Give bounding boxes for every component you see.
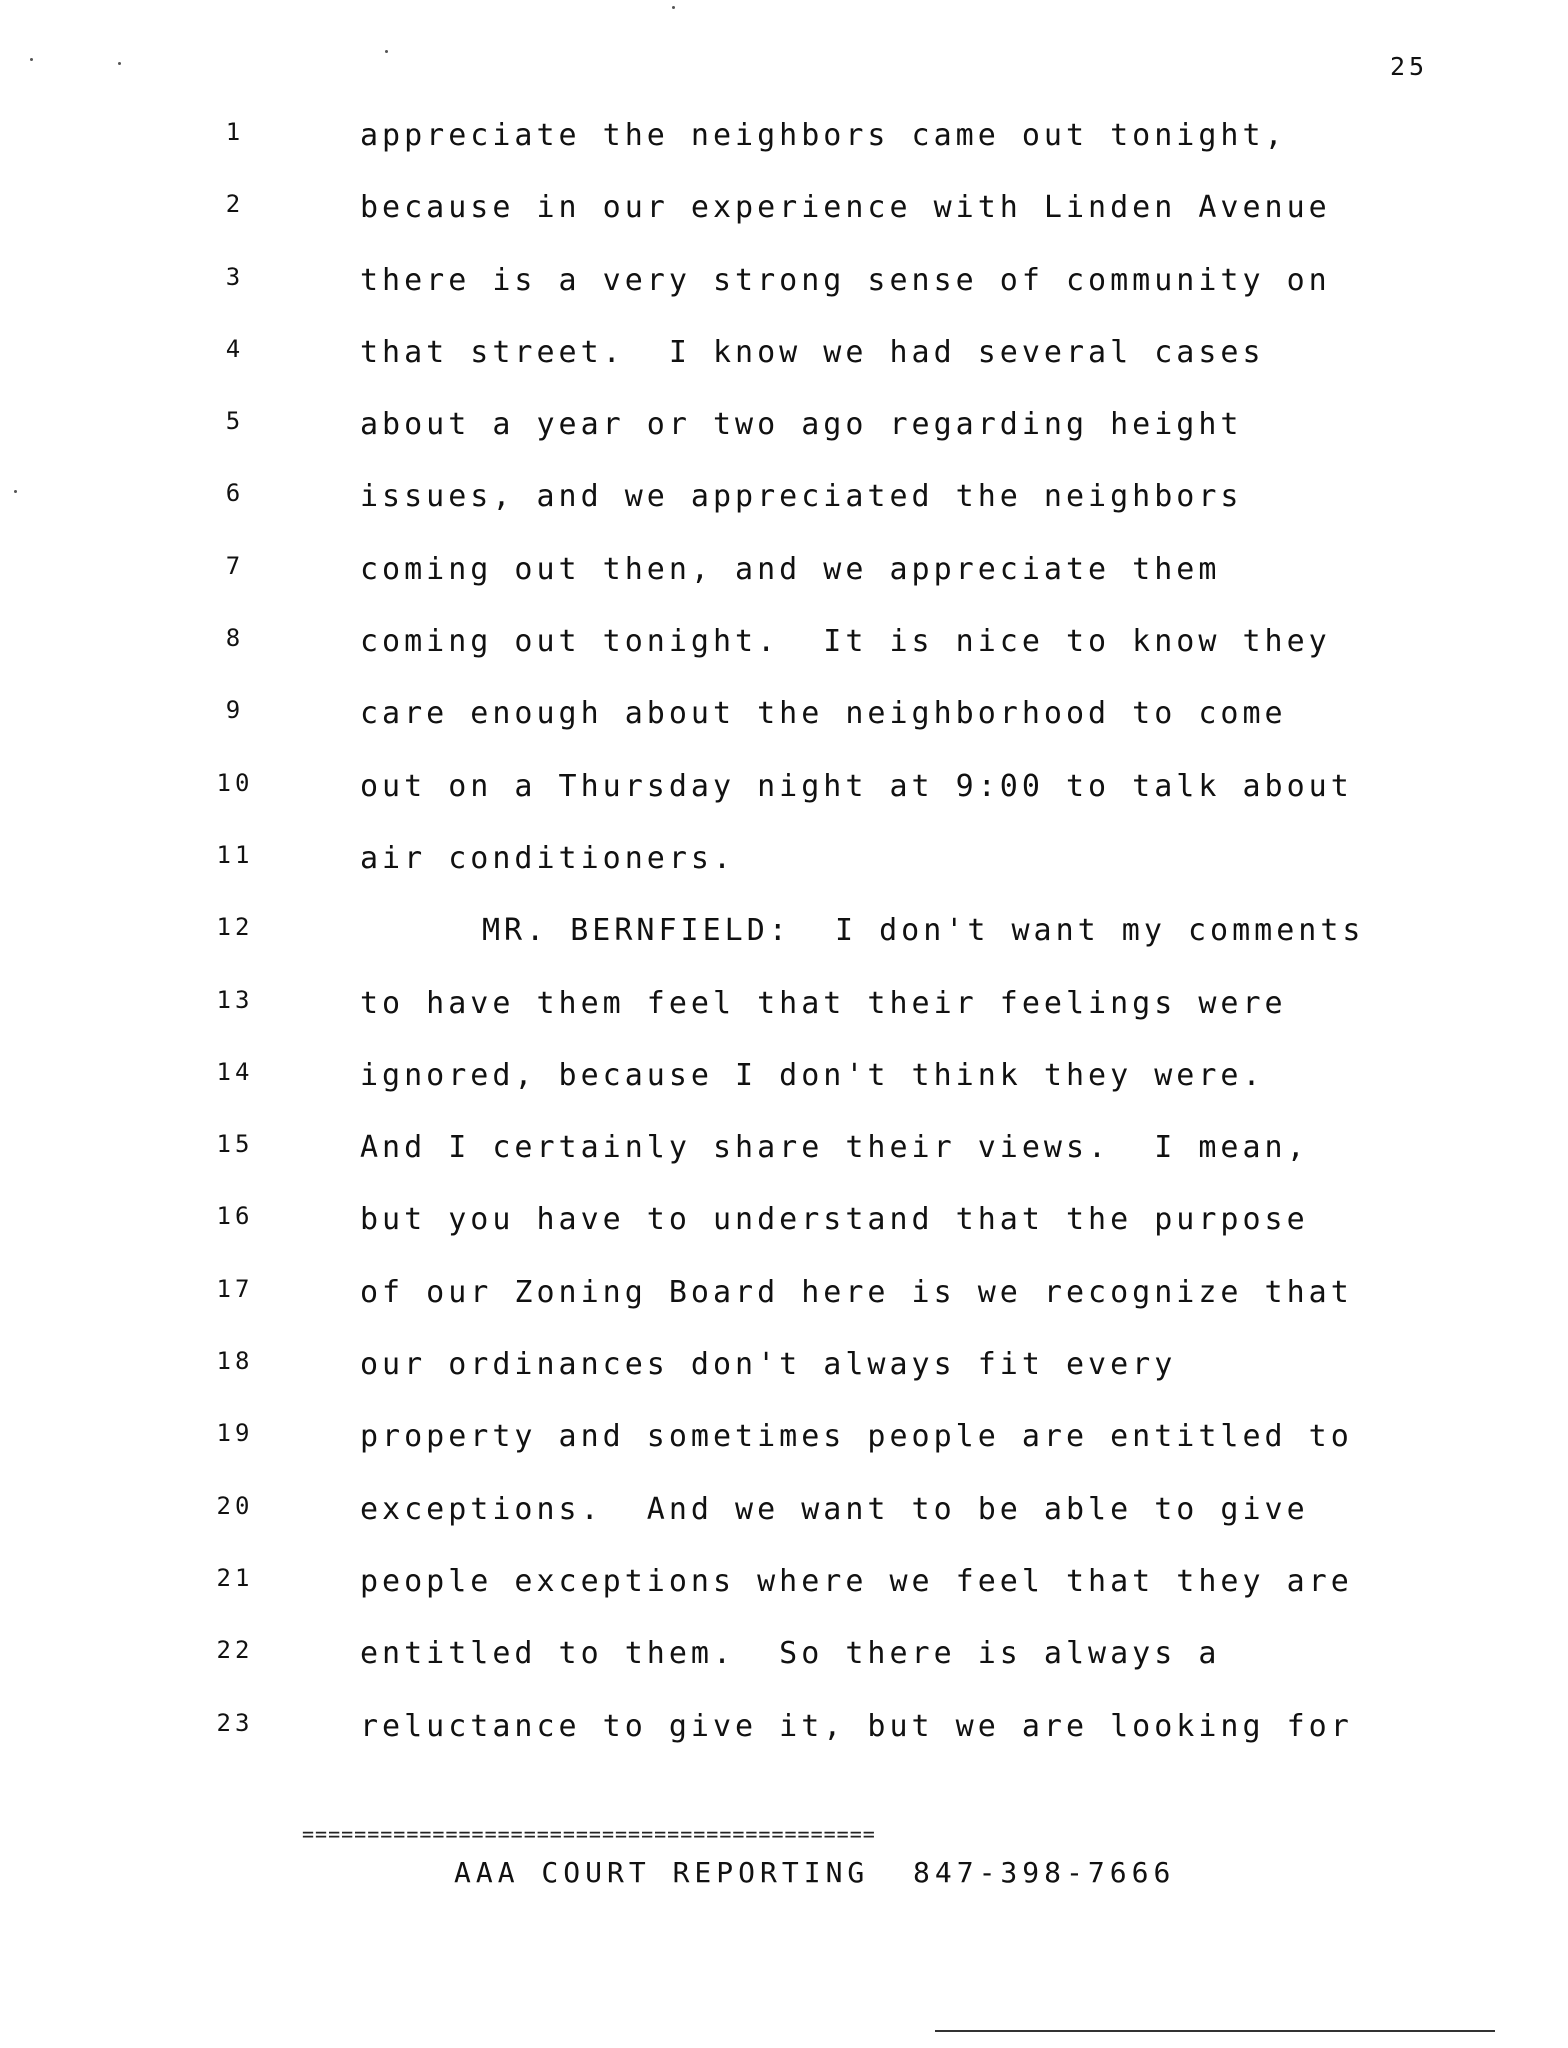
line-text: exceptions. And we want to be able to give	[360, 1491, 1309, 1527]
line-text: ignored, because I don't think they were.	[360, 1057, 1265, 1093]
transcript-line	[0, 1058, 1568, 1130]
transcript-line	[0, 1347, 1568, 1419]
court-reporter-footer: AAA COURT REPORTING 847-398-7666	[454, 1856, 1176, 1889]
line-number: 11	[216, 840, 254, 869]
transcript-line	[0, 769, 1568, 841]
line-number: 22	[216, 1636, 254, 1665]
line-number: 16	[216, 1202, 254, 1231]
transcript-line	[0, 1202, 1568, 1274]
transcript-line	[0, 552, 1568, 624]
transcript-line	[0, 118, 1568, 190]
transcript-line	[0, 190, 1568, 262]
scan-speck	[118, 62, 121, 65]
line-number: 12	[216, 913, 254, 942]
transcript-line	[0, 1636, 1568, 1708]
transcript-line	[0, 986, 1568, 1058]
line-number: 2	[225, 190, 245, 219]
line-text: And I certainly share their views. I mean,	[360, 1130, 1309, 1166]
line-text: property and sometimes people are entitled to	[360, 1419, 1353, 1455]
line-text: air conditioners.	[360, 840, 736, 876]
line-text: entitled to them. So there is always a	[360, 1636, 1221, 1672]
line-number: 1	[225, 118, 245, 146]
line-text: out on a Thursday night at 9:00 to talk about	[360, 768, 1353, 804]
line-number: 3	[225, 262, 245, 291]
transcript-line	[0, 696, 1568, 768]
line-text: care enough about the neighborhood to come	[360, 696, 1287, 732]
line-number: 8	[225, 624, 245, 653]
line-text: of our Zoning Board here is we recognize that	[360, 1274, 1353, 1310]
line-text: reluctance to give it, but we are looking for	[360, 1708, 1353, 1744]
line-text: coming out then, and we appreciate them	[360, 551, 1221, 587]
line-number: 21	[216, 1563, 254, 1592]
line-number: 10	[216, 768, 254, 797]
transcript-line	[0, 263, 1568, 335]
line-number: 6	[225, 479, 245, 508]
transcript-line	[0, 1419, 1568, 1491]
line-text: because in our experience with Linden Avenue	[360, 190, 1331, 226]
transcript-line	[0, 1709, 1568, 1781]
line-number: 9	[225, 696, 245, 725]
speaker-line-text: MR. BERNFIELD: I don't want my comments	[482, 913, 1365, 949]
line-number: 20	[216, 1491, 254, 1520]
scan-speck	[385, 50, 388, 53]
transcript-body	[0, 118, 1568, 1781]
line-number: 23	[216, 1708, 254, 1737]
line-number: 5	[225, 407, 245, 436]
transcript-line	[0, 1130, 1568, 1202]
transcript-line	[0, 1492, 1568, 1564]
line-number: 4	[225, 334, 245, 363]
line-text: but you have to understand that the purpose	[360, 1202, 1309, 1238]
line-text: coming out tonight. It is nice to know they	[360, 624, 1331, 660]
line-text: issues, and we appreciated the neighbors	[360, 479, 1243, 515]
line-text: there is a very strong sense of community on	[360, 262, 1331, 298]
transcript-line	[0, 841, 1568, 913]
transcript-line	[0, 407, 1568, 479]
line-number: 17	[216, 1274, 254, 1303]
transcript-line	[0, 479, 1568, 551]
line-text: appreciate the neighbors came out tonight,	[360, 118, 1287, 153]
line-number: 18	[216, 1347, 254, 1376]
line-number: 15	[216, 1130, 254, 1159]
line-text: about a year or two ago regarding height	[360, 407, 1243, 443]
line-number: 7	[225, 551, 245, 580]
scan-speck	[672, 6, 675, 9]
transcript-line	[0, 1564, 1568, 1636]
scan-speck	[30, 58, 33, 61]
line-text: to have them feel that their feelings were	[360, 985, 1287, 1021]
line-number: 13	[216, 985, 254, 1014]
transcript-line	[0, 624, 1568, 696]
transcript-line	[0, 1275, 1568, 1347]
bottom-edge-line	[935, 2030, 1495, 2032]
footer-divider: ============================================	[302, 1822, 876, 1846]
transcript-line	[0, 335, 1568, 407]
line-text: that street. I know we had several cases	[360, 334, 1265, 370]
line-text: our ordinances don't always fit every	[360, 1347, 1177, 1383]
line-number: 14	[216, 1057, 254, 1086]
page-number: 25	[1390, 52, 1429, 81]
line-text: people exceptions where we feel that they are	[360, 1563, 1353, 1599]
line-number: 19	[216, 1419, 254, 1448]
transcript-line	[0, 913, 1568, 985]
